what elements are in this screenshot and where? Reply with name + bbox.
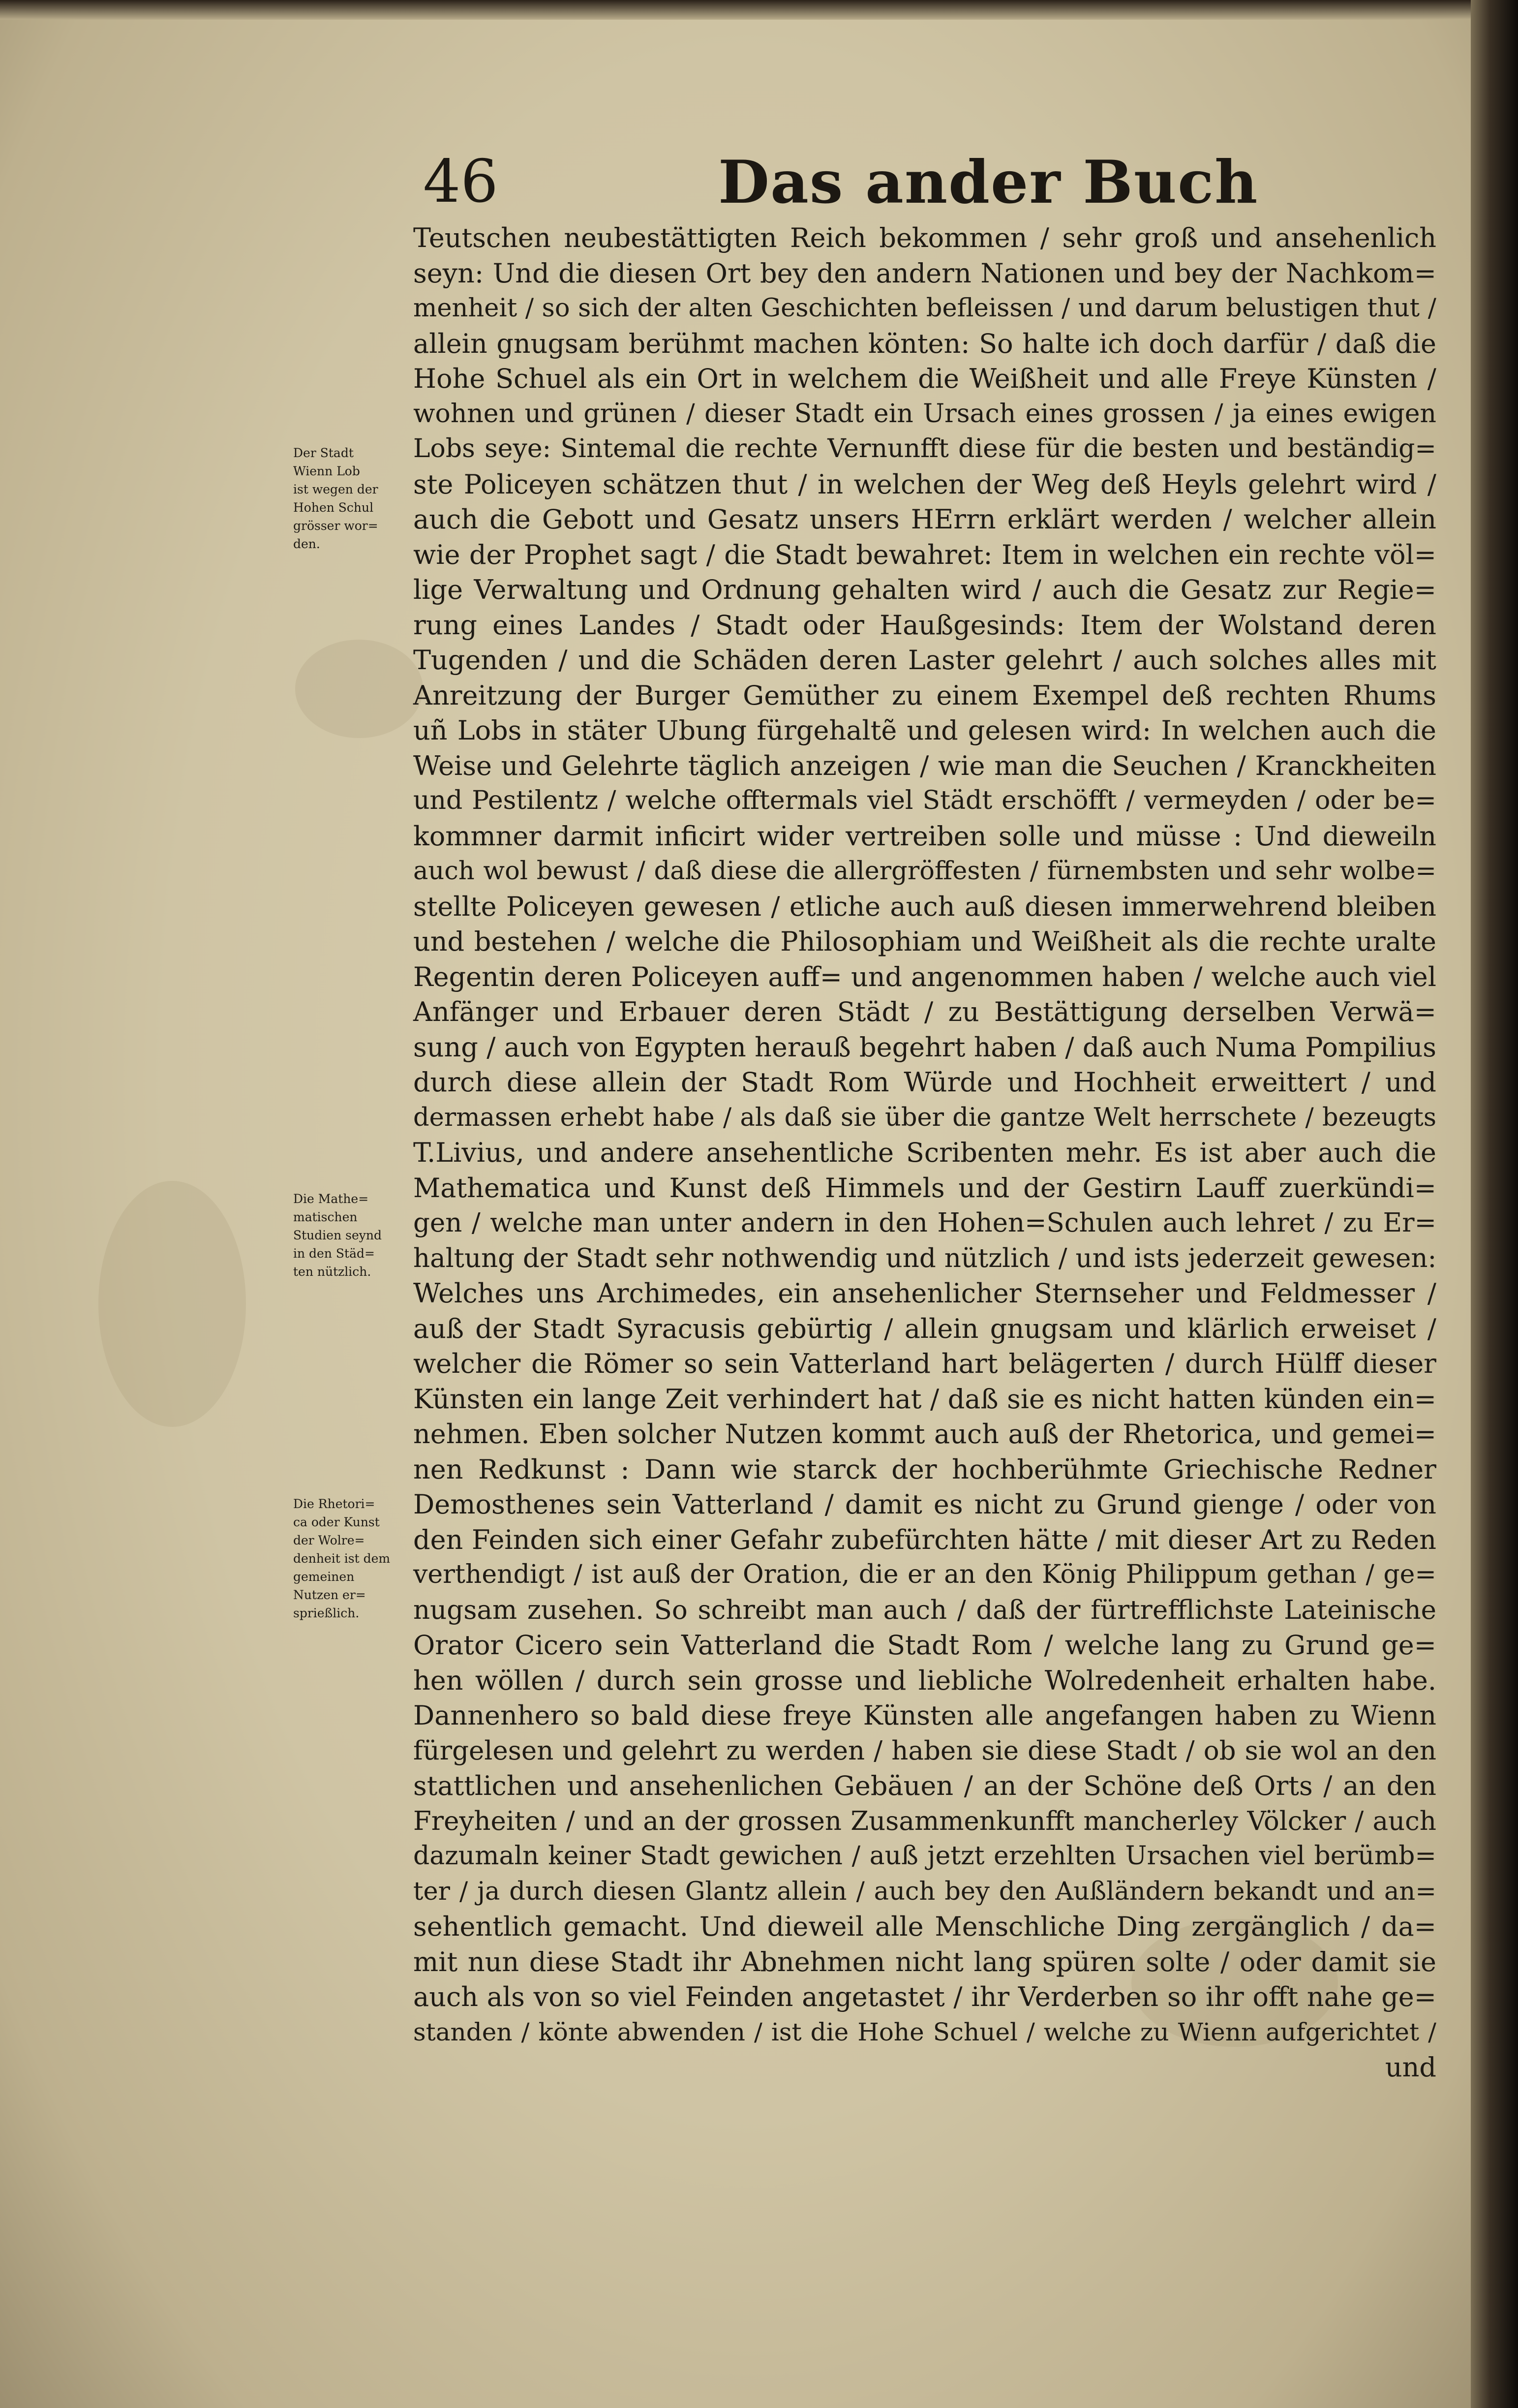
marginal-note-line: Die Rhetori=: [293, 1497, 375, 1511]
text-line: auch als von so viel Feinden angetastet / ihr Verderben so ihr offt nahe ge=: [413, 1981, 1436, 2012]
text-line: fürgelesen und gelehrt zu werden / haben sie diese Stadt / ob sie wol an den: [413, 1735, 1436, 1766]
text-line: dazumaln keiner Stadt gewichen / auß jetzt erzehlten Ursachen viel berümb=: [413, 1841, 1436, 1871]
page-number: 46: [423, 148, 498, 216]
text-line: rung eines Landes / Stadt oder Haußgesinds: Item der Wolstand deren: [413, 609, 1436, 641]
marginal-note-line: ten nützlich.: [293, 1265, 371, 1279]
text-line: Weise und Gelehrte täglich anzeigen / wie man die Seuchen / Kranckheiten: [413, 750, 1436, 781]
text-line: Dannenhero so bald diese freye Künsten alle angefangen haben zu Wienn: [413, 1700, 1436, 1731]
text-line: wie der Prophet sagt / die Stadt bewahret: Item in welchen ein rechte völ=: [413, 539, 1436, 570]
text-line: dermassen erhebt habe / als daß sie über die gantze Welt herrschete / bezeugts: [413, 1103, 1436, 1132]
marginal-note-line: Der Stadt: [293, 446, 354, 460]
text-line: lige Verwaltung und Ordnung gehalten wird / auch die Gesatz zur Regie=: [413, 574, 1436, 605]
body-text-column: [413, 220, 1436, 2085]
text-line: gen / welche man unter andern in den Hohen=Schulen auch lehret / zu Er=: [413, 1208, 1436, 1238]
text-line: den Feinden sich einer Gefahr zubefürchten hätte / mit dieser Art zu Reden: [413, 1524, 1436, 1555]
paper-stain: [98, 1181, 246, 1427]
marginal-note: [293, 444, 411, 553]
text-line: Demosthenes sein Vatterland / damit es nicht zu Grund gienge / oder von: [413, 1489, 1436, 1520]
text-line: Mathematica und Kunst deß Himmels und der Gestirn Lauff zuerkündi=: [413, 1172, 1436, 1204]
text-line: ste Policeyen schätzen thut / in welchen der Weg deß Heyls gelehrt wird /: [413, 468, 1436, 500]
text-line: Teutschen neubestättigten Reich bekommen / sehr groß und ansehenlich: [413, 222, 1436, 253]
text-line: T.Livius, und andere ansehentliche Scribenten mehr. Es ist aber auch die: [413, 1137, 1436, 1168]
marginal-note: [293, 1495, 411, 1622]
text-line: Anreitzung der Burger Gemüther zu einem Exempel deß rechten Rhums: [413, 679, 1436, 711]
marginal-note-line: Studien seynd: [293, 1228, 382, 1242]
marginal-note-line: matischen: [293, 1210, 358, 1224]
text-line: standen / könte abwenden / ist die Hohe Schuel / welche zu Wienn aufgerichtet /: [413, 2017, 1436, 2046]
text-line: Hohe Schuel als ein Ort in welchem die Weißheit und alle Freye Künsten /: [413, 363, 1436, 394]
scan-top-edge: [0, 0, 1495, 20]
paper-stain: [295, 640, 423, 738]
text-line: auch die Gebott und Gesatz unsers HErrn erklärt werden / welcher allein: [413, 504, 1436, 535]
text-line: durch diese allein der Stadt Rom Würde und Hochheit erweittert / und: [413, 1067, 1436, 1098]
marginal-note: [293, 1190, 411, 1281]
text-line: haltung der Stadt sehr nothwendig und nützlich / und ists jederzeit gewesen:: [413, 1243, 1437, 1273]
text-line: auch wol bewust / daß diese die allergröffesten / fürnembsten und sehr wolbe=: [413, 857, 1436, 886]
marginal-note-line: grösser wor=: [293, 519, 378, 533]
text-line: wohnen und grünen / dieser Stadt ein Ursach eines grossen / ja eines ewigen: [413, 399, 1436, 429]
text-line: welcher die Römer so sein Vatterland hart belägerten / durch Hülff dieser: [413, 1348, 1436, 1379]
text-line: Welches uns Archimedes, ein ansehenlicher Sternseher und Feldmesser /: [413, 1278, 1436, 1309]
text-line: kommner darmit inficirt wider vertreiben solle und müsse : Und dieweiln: [413, 820, 1436, 852]
text-line: stellte Policeyen gewesen / etliche auch auß diesen immerwehrend bleiben: [413, 891, 1436, 922]
marginal-note-line: Wienn Lob: [293, 464, 360, 478]
text-line: allein gnugsam berühmt machen könten: So halte ich doch darfür / daß die: [413, 328, 1436, 359]
marginal-note-line: sprießlich.: [293, 1606, 360, 1620]
marginal-note-line: Nutzen er=: [293, 1588, 366, 1602]
text-line: Tugenden / und die Schäden deren Laster gelehrt / auch solches alles mit: [413, 645, 1436, 676]
text-line: uñ Lobs in stäter Ubung fürgehaltẽ und gelesen wird: In welchen auch die: [413, 715, 1436, 746]
marginal-note-line: in den Städ=: [293, 1246, 375, 1261]
text-line: und Pestilentz / welche offtermals viel Städt erschöfft / vermeyden / oder be=: [413, 786, 1436, 815]
text-line: stattlichen und ansehenlichen Gebäuen / an der Schöne deß Orts / an den: [413, 1770, 1436, 1801]
marginal-note-line: Hohen Schul: [293, 500, 374, 515]
text-line: Lobs seye: Sintemal die rechte Vernunfft diese für die besten und beständig=: [413, 434, 1436, 463]
text-line: nehmen. Eben solcher Nutzen kommt auch auß der Rhetorica, und gemei=: [413, 1419, 1436, 1450]
text-line: auß der Stadt Syracusis gebürtig / allein gnugsam und klärlich erweiset /: [413, 1313, 1436, 1344]
marginal-note-line: gemeinen: [293, 1570, 355, 1584]
marginal-note-line: denheit ist dem: [293, 1551, 391, 1566]
catchword: und: [1385, 2052, 1436, 2083]
text-line: ter / ja durch diesen Glantz allein / auch bey den Außländern bekandt und an=: [413, 1877, 1436, 1906]
text-line: menheit / so sich der alten Geschichten befleissen / und darum belustigen thut /: [413, 294, 1436, 323]
text-line: mit nun diese Stadt ihr Abnehmen nicht lang spüren solte / oder damit sie: [413, 1946, 1436, 1977]
marginal-note-line: den.: [293, 537, 320, 551]
marginal-note-line: ist wegen der: [293, 482, 378, 496]
text-line: sehentlich gemacht. Und dieweil alle Menschliche Ding zergänglich / da=: [413, 1911, 1436, 1942]
marginal-note-line: Die Mathe=: [293, 1192, 369, 1206]
text-line: seyn: Und die diesen Ort bey den andern Nationen und bey der Nachkom=: [413, 257, 1436, 289]
text-line: nugsam zusehen. So schreibt man auch / daß der fürtrefflichste Lateinische: [413, 1595, 1436, 1625]
marginal-note-line: der Wolre=: [293, 1533, 365, 1547]
text-line: Freyheiten / und an der grossen Zusammenkunfft mancherley Völcker / auch: [413, 1806, 1436, 1836]
text-line: Regentin deren Policeyen auff= und angenommen haben / welche auch viel: [413, 961, 1436, 992]
text-line: verthendigt / ist auß der Oration, die er an den König Philippum gethan / ge=: [413, 1560, 1436, 1589]
text-line: und bestehen / welche die Philosophiam und Weißheit als die rechte uralte: [413, 926, 1436, 957]
text-line: hen wöllen / durch sein grosse und liebliche Wolredenheit erhalten habe.: [413, 1665, 1436, 1696]
text-line: sung / auch von Egypten herauß begehrt haben / daß auch Numa Pompilius: [413, 1031, 1436, 1063]
running-head: Das ander Buch: [718, 148, 1259, 217]
text-line: nen Redkunst : Dann wie starck der hochberühmte Griechische Redner: [413, 1453, 1436, 1485]
text-line: Orator Cicero sein Vatterland die Stadt Rom / welche lang zu Grund ge=: [413, 1630, 1436, 1661]
book-gutter: [1471, 0, 1518, 2408]
marginal-note-line: ca oder Kunst: [293, 1515, 380, 1529]
text-line: Anfänger und Erbauer deren Städt / zu Bestättigung derselben Verwä=: [413, 996, 1436, 1027]
text-line: Künsten ein lange Zeit verhindert hat / daß sie es nicht hatten künden ein=: [413, 1383, 1436, 1415]
